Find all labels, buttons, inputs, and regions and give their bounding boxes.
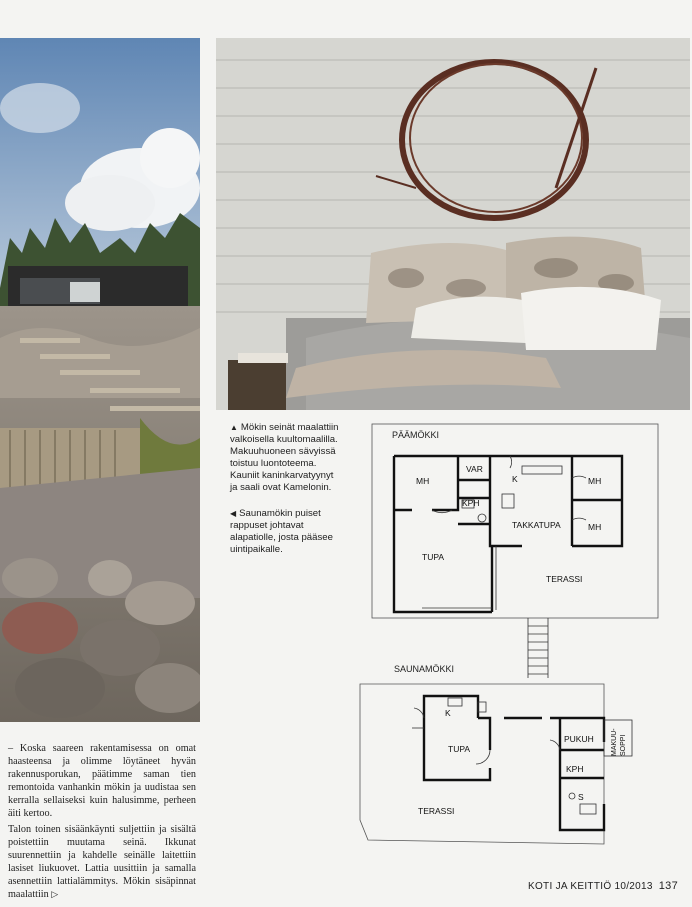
caption-line: ja saali ovat Kamelonin. (230, 482, 332, 493)
room-label-makuusoppi (611, 728, 627, 756)
caption-line: Makuuhuoneen sävyissä (230, 446, 336, 457)
photo-bedroom (216, 38, 690, 410)
room-label-tupa: TUPA (448, 744, 471, 754)
magazine-name: KOTI JA KEITTIÖ 10/2013 (528, 881, 653, 892)
caption-line: alapatiolle, josta pääsee (230, 532, 333, 543)
connecting-stairs (528, 618, 548, 678)
page-footer (528, 880, 678, 892)
article-paragraph: – Koska saareen rakentamisessa on omat haasteensa ja olimme löytäneet hyvän rakennusporukan, päätimme saman tien remontoida vanhankin mökin ja uudistaa sen kerralla sellaiseksi kuin halusimme, perheen äiti kertoo. (8, 743, 196, 820)
photo-cabin-rocks (0, 38, 200, 722)
room-label-kph: KPH (462, 498, 480, 508)
caption-stairs (230, 508, 350, 556)
room-label-takkatupa: TAKKATUPA (512, 520, 561, 530)
room-label-mh: MH (588, 522, 602, 532)
main-plan-title: PÄÄMÖKKI (392, 430, 440, 440)
room-label-tupa: TUPA (422, 552, 445, 562)
caption-line: Kauniit kaninkarvatyynyt (230, 470, 334, 481)
page-number: 137 (658, 880, 678, 892)
room-label-terassi: TERASSI (546, 574, 583, 584)
caption-left-marker-icon: ◀ (230, 509, 237, 518)
caption-line: Saunamökin puiset (239, 508, 321, 519)
caption-line: Mökin seinät maalattiin (240, 422, 339, 433)
room-label-kph: KPH (566, 764, 584, 774)
room-label-mh: MH (588, 476, 602, 486)
article-body (8, 742, 196, 901)
caption-line: uintipaikalle. (230, 544, 283, 555)
caption-up-marker-icon: ▲ (230, 423, 238, 432)
bedroom-illustration (216, 38, 690, 410)
caption-line: toistuu luontoteema. (230, 458, 317, 469)
main-fixtures (422, 456, 586, 610)
sauna-plan-title: SAUNAMÖKKI (394, 664, 455, 674)
caption-line: rappuset johtavat (230, 520, 304, 531)
article-paragraph: Talon toinen sisäänkäynti suljettiin ja sisältä poistettiin muutama seinä. Ikkunat suurennettiin ja kahdelle seinälle laitettiin lasiset liukuovet. Lattia uusittiin ja samalla asennettiin lattialämmitys. Mökin sisäpinnat maalattiin (8, 823, 196, 901)
room-label-s: S (578, 792, 584, 802)
room-label-k: K (445, 708, 451, 718)
caption-line: valkoisella kuultomaalilla. (230, 434, 338, 445)
caption-bedroom (230, 422, 350, 494)
cabin-rocks-illustration (0, 38, 200, 722)
room-label-k: K (512, 474, 518, 484)
floor-plans (352, 420, 692, 870)
room-label-terassi: TERASSI (418, 806, 455, 816)
continue-arrow-icon: ▷ (51, 889, 59, 900)
room-label-makuusoppi-line2: SOPPI (620, 734, 627, 756)
room-label-mh: MH (416, 476, 430, 486)
room-label-var: VAR (466, 464, 483, 474)
room-label-makuusoppi-line1: MAKUU- (611, 728, 618, 756)
room-label-pukuh: PUKUH (564, 734, 594, 744)
floor-plan-drawing (352, 420, 692, 870)
